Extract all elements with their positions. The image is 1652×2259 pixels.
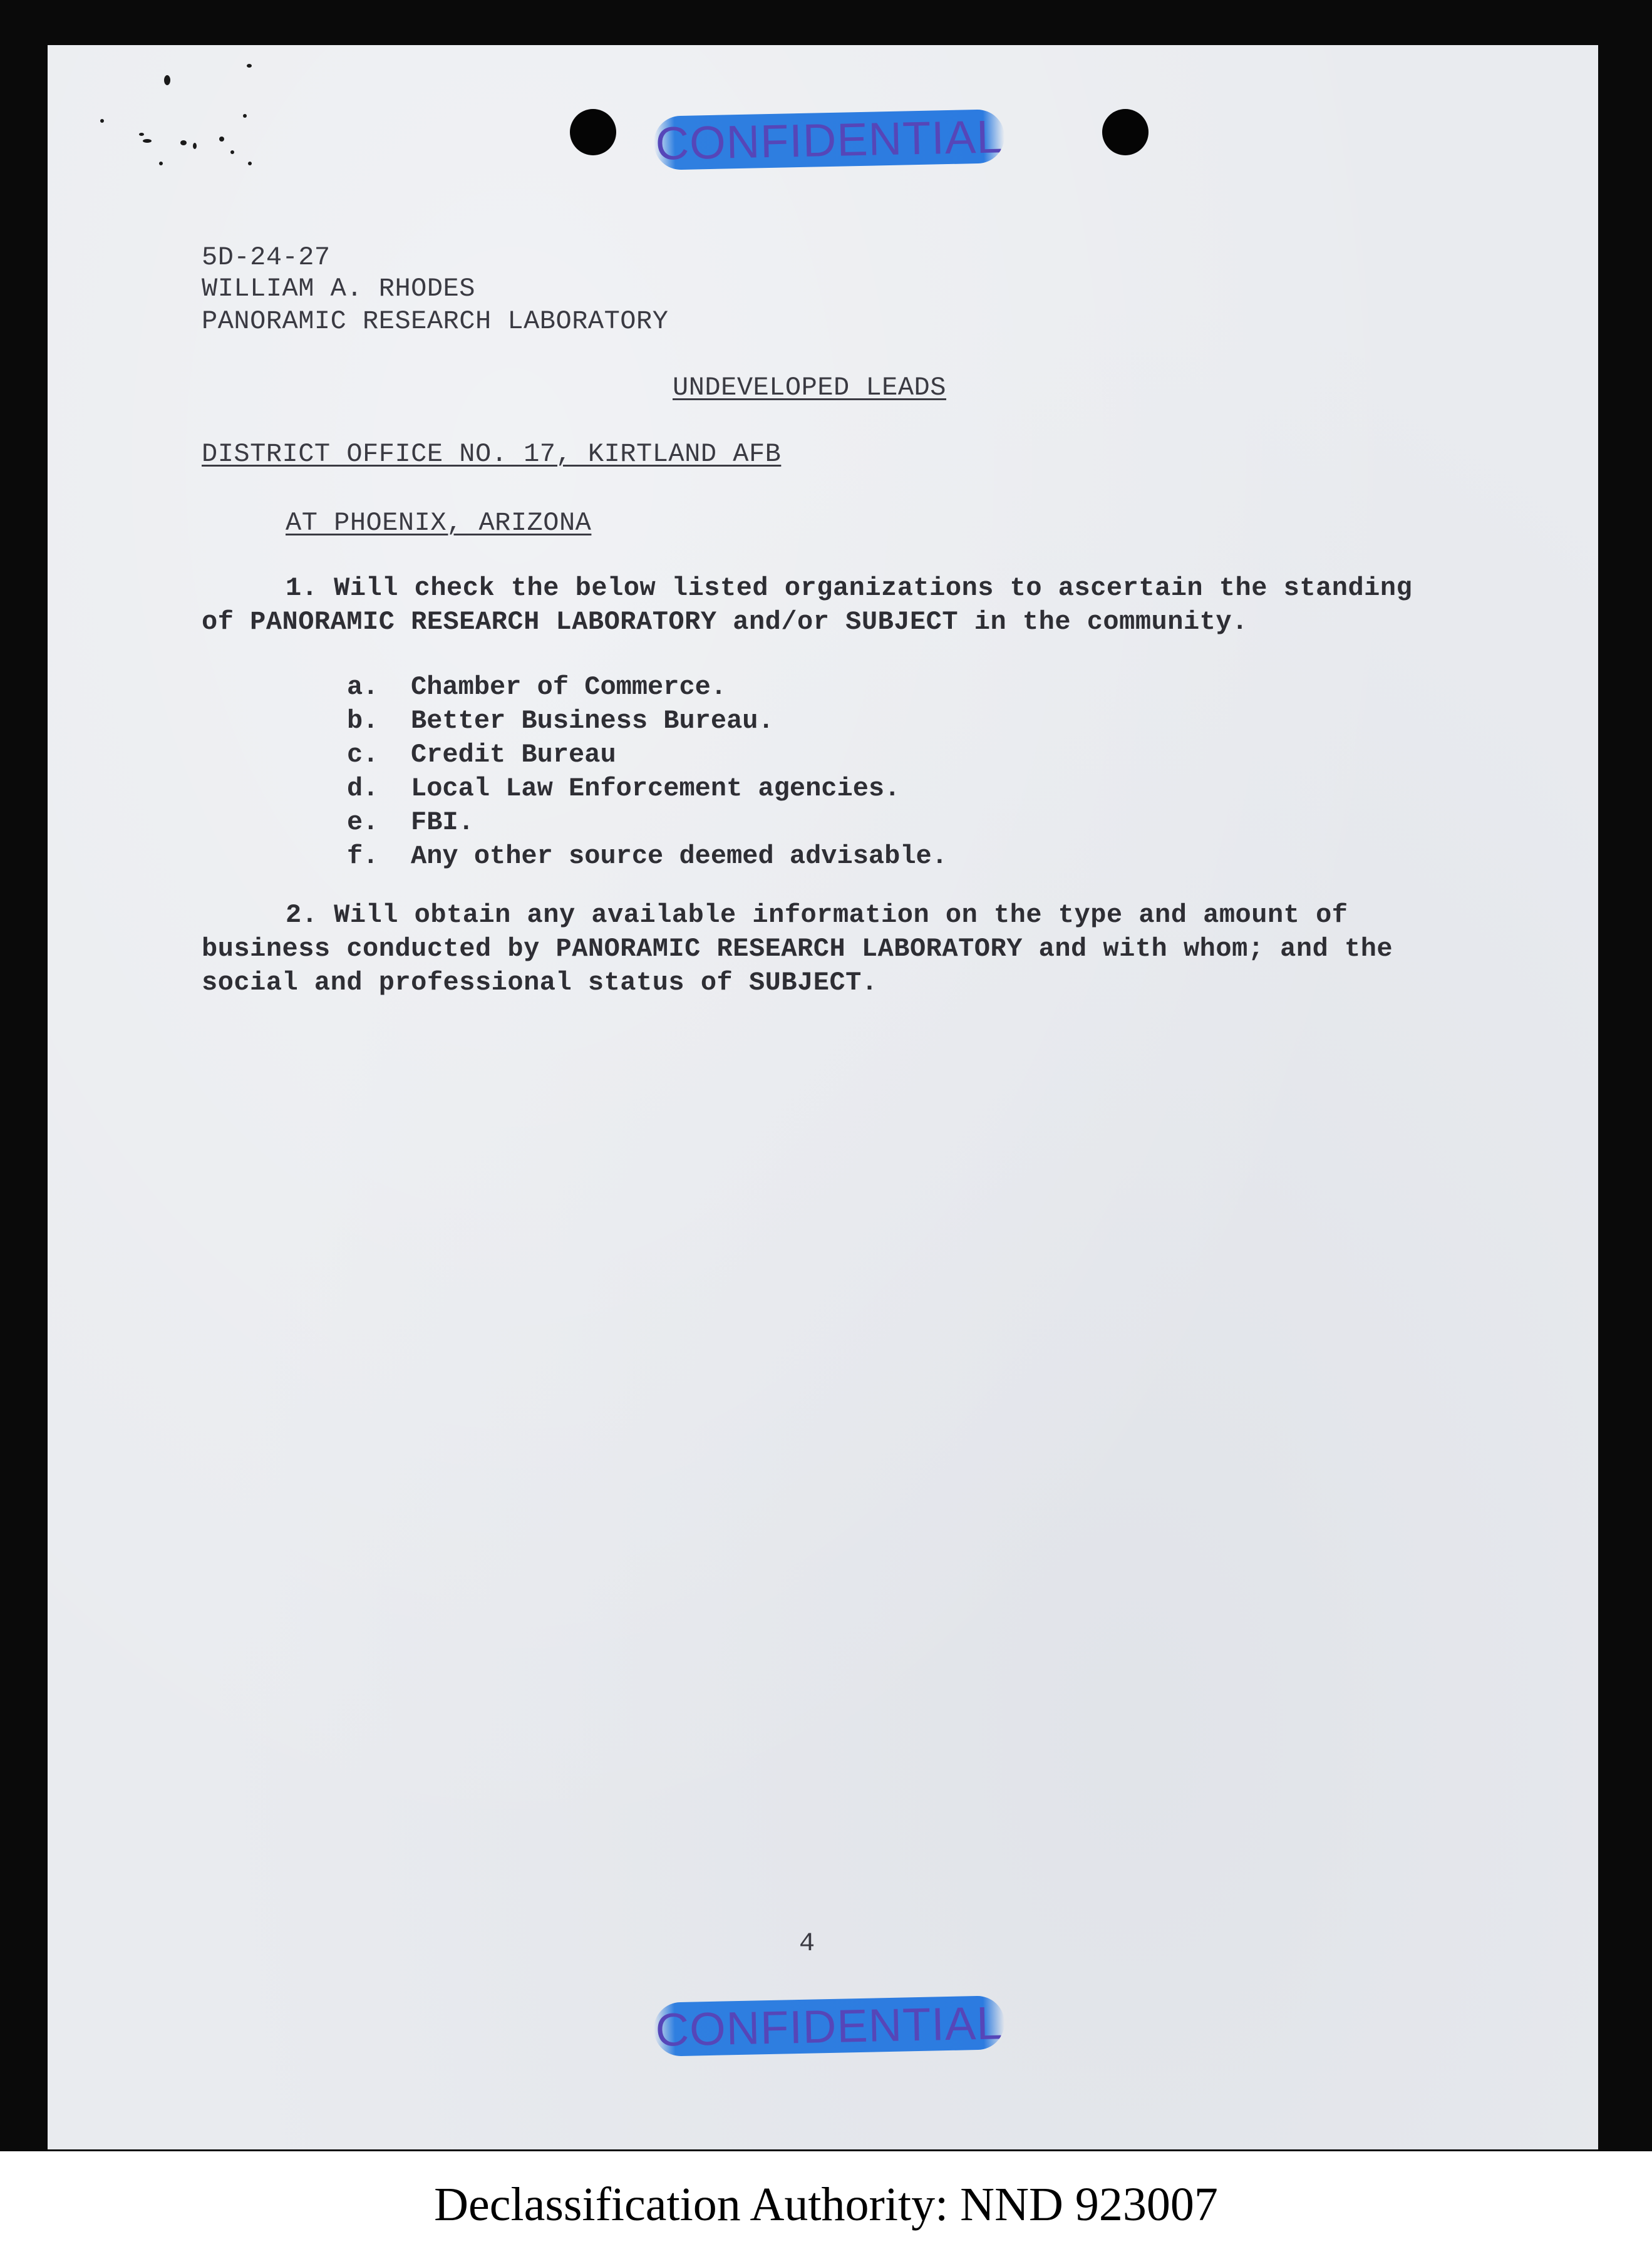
paragraph-2-line-1: 2. Will obtain any available information on the type and amount of — [286, 900, 1348, 930]
paragraph-1-line-2: of PANORAMIC RESEARCH LABORATORY and/or SUBJECT in the community. — [202, 607, 1248, 637]
file-number: 5D-24-27 — [202, 242, 331, 272]
list-item — [347, 670, 726, 704]
section-title: UNDEVELOPED LEADS — [673, 373, 946, 403]
list-item — [347, 704, 774, 738]
list-item — [347, 772, 900, 805]
list-text: Chamber of Commerce. — [411, 672, 727, 702]
page-number: 4 — [799, 1928, 815, 1958]
list-letter: e. — [347, 807, 379, 837]
punch-hole-left — [570, 109, 616, 155]
list-letter: a. — [347, 672, 379, 702]
list-text: FBI. — [411, 807, 474, 837]
punch-hole-right — [1102, 109, 1149, 155]
list-item — [347, 738, 616, 772]
list-text: Credit Bureau — [411, 740, 616, 770]
location-heading: AT PHOENIX, ARIZONA — [286, 508, 592, 538]
district-office-heading: DISTRICT OFFICE NO. 17, KIRTLAND AFB — [202, 439, 782, 469]
stamp-text: CONFIDENTIAL — [654, 1996, 1004, 2056]
subject-organization: PANORAMIC RESEARCH LABORATORY — [202, 306, 669, 336]
list-item — [347, 839, 947, 873]
document-page — [48, 45, 1598, 2149]
stamp-text: CONFIDENTIAL — [654, 110, 1004, 170]
list-text: Any other source deemed advisable. — [411, 841, 947, 871]
confidential-stamp-bottom — [653, 1995, 1005, 2057]
list-letter: d. — [347, 773, 379, 804]
list-letter: f. — [347, 841, 379, 871]
list-letter: c. — [347, 740, 379, 770]
subject-name: WILLIAM A. RHODES — [202, 274, 475, 304]
list-item — [347, 805, 474, 839]
confidential-stamp-top — [653, 109, 1005, 170]
list-letter: b. — [347, 706, 379, 736]
paragraph-2-line-3: social and professional status of SUBJECT. — [202, 968, 878, 998]
declassification-caption: Declassification Authority: NND 923007 — [434, 2178, 1218, 2231]
list-text: Better Business Bureau. — [411, 706, 774, 736]
paragraph-2-line-2: business conducted by PANORAMIC RESEARCH LABORATORY and with whom; and the — [202, 934, 1393, 964]
list-text: Local Law Enforcement agencies. — [411, 773, 901, 804]
paragraph-1-line-1: 1. Will check the below listed organizations to ascertain the standing — [286, 573, 1413, 603]
